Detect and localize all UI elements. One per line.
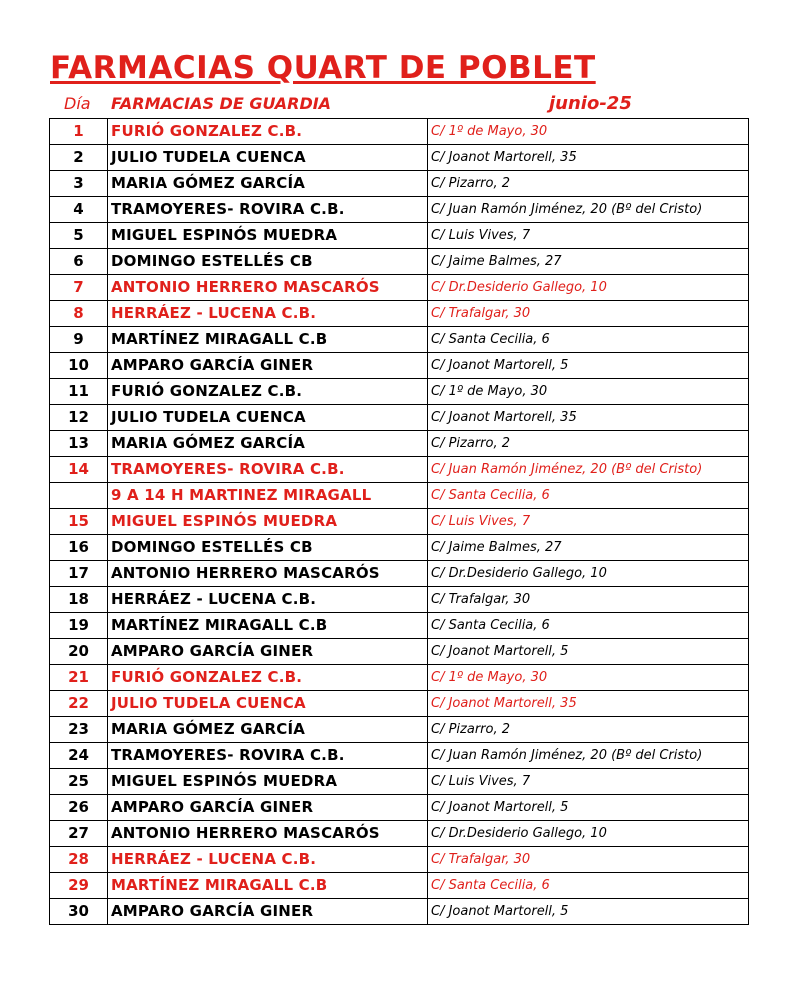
table-row (50, 119, 749, 145)
address-cell: C/ Pizarro, 2 (428, 431, 749, 457)
pharmacy-name-cell: AMPARO GARCÍA GINER (108, 795, 428, 821)
day-cell: 2 (50, 145, 108, 171)
address-cell: C/ Juan Ramón Jiménez, 20 (Bº del Cristo) (428, 197, 749, 223)
pharmacy-name-cell: 9 A 14 H MARTINEZ MIRAGALL (108, 483, 428, 509)
day-cell: 17 (50, 561, 108, 587)
address-cell: C/ Joanot Martorell, 5 (428, 795, 749, 821)
address-cell: C/ Jaime Balmes, 27 (428, 535, 749, 561)
table-row (50, 327, 749, 353)
day-cell: 5 (50, 223, 108, 249)
pharmacy-name-cell: MIGUEL ESPINÓS MUEDRA (108, 223, 428, 249)
pharmacies-column-label: FARMACIAS DE GUARDIA (111, 94, 332, 113)
table-row (50, 665, 749, 691)
table-row (50, 795, 749, 821)
day-cell: 14 (50, 457, 108, 483)
pharmacy-name-cell: JULIO TUDELA CUENCA (108, 691, 428, 717)
address-cell: C/ Juan Ramón Jiménez, 20 (Bº del Cristo) (428, 743, 749, 769)
table-row (50, 613, 749, 639)
table-row (50, 639, 749, 665)
pharmacy-name-cell: AMPARO GARCÍA GINER (108, 899, 428, 925)
day-cell (50, 483, 108, 509)
table-body (50, 119, 749, 925)
address-cell: C/ Pizarro, 2 (428, 717, 749, 743)
table-row (50, 145, 749, 171)
day-cell: 16 (50, 535, 108, 561)
table-row (50, 275, 749, 301)
pharmacy-name-cell: MIGUEL ESPINÓS MUEDRA (108, 509, 428, 535)
pharmacy-name-cell: MIGUEL ESPINÓS MUEDRA (108, 769, 428, 795)
day-cell: 15 (50, 509, 108, 535)
table-row (50, 821, 749, 847)
pharmacy-name-cell: HERRÁEZ - LUCENA C.B. (108, 301, 428, 327)
day-cell: 30 (50, 899, 108, 925)
day-cell: 4 (50, 197, 108, 223)
day-cell: 28 (50, 847, 108, 873)
table-row (50, 847, 749, 873)
table-row (50, 171, 749, 197)
duty-pharmacy-table (49, 118, 749, 925)
address-cell: C/ Joanot Martorell, 35 (428, 691, 749, 717)
table-row (50, 561, 749, 587)
pharmacy-name-cell: TRAMOYERES- ROVIRA C.B. (108, 743, 428, 769)
address-cell: C/ Santa Cecilia, 6 (428, 873, 749, 899)
day-cell: 13 (50, 431, 108, 457)
pharmacy-name-cell: AMPARO GARCÍA GINER (108, 353, 428, 379)
day-cell: 24 (50, 743, 108, 769)
table-row (50, 691, 749, 717)
address-cell: C/ Trafalgar, 30 (428, 847, 749, 873)
page-title: FARMACIAS QUART DE POBLET (50, 50, 596, 86)
day-cell: 10 (50, 353, 108, 379)
address-cell: C/ Santa Cecilia, 6 (428, 483, 749, 509)
table-row (50, 535, 749, 561)
day-cell: 18 (50, 587, 108, 613)
day-cell: 29 (50, 873, 108, 899)
day-cell: 11 (50, 379, 108, 405)
address-cell: C/ Joanot Martorell, 5 (428, 353, 749, 379)
pharmacy-name-cell: ANTONIO HERRERO MASCARÓS (108, 561, 428, 587)
pharmacy-name-cell: MARTÍNEZ MIRAGALL C.B (108, 613, 428, 639)
address-cell: C/ 1º de Mayo, 30 (428, 379, 749, 405)
table-row (50, 249, 749, 275)
pharmacy-name-cell: MARTÍNEZ MIRAGALL C.B (108, 327, 428, 353)
table-row (50, 431, 749, 457)
table-row (50, 717, 749, 743)
table-row (50, 405, 749, 431)
day-cell: 6 (50, 249, 108, 275)
pharmacy-name-cell: TRAMOYERES- ROVIRA C.B. (108, 457, 428, 483)
pharmacy-name-cell: JULIO TUDELA CUENCA (108, 405, 428, 431)
pharmacy-name-cell: HERRÁEZ - LUCENA C.B. (108, 587, 428, 613)
day-cell: 1 (50, 119, 108, 145)
day-cell: 19 (50, 613, 108, 639)
address-cell: C/ Santa Cecilia, 6 (428, 613, 749, 639)
pharmacy-name-cell: ANTONIO HERRERO MASCARÓS (108, 821, 428, 847)
pharmacy-name-cell: DOMINGO ESTELLÉS CB (108, 535, 428, 561)
address-cell: C/ Dr.Desiderio Gallego, 10 (428, 275, 749, 301)
address-cell: C/ Joanot Martorell, 35 (428, 405, 749, 431)
table-row (50, 353, 749, 379)
address-cell: C/ Santa Cecilia, 6 (428, 327, 749, 353)
table-row (50, 743, 749, 769)
day-cell: 25 (50, 769, 108, 795)
day-cell: 20 (50, 639, 108, 665)
pharmacy-name-cell: JULIO TUDELA CUENCA (108, 145, 428, 171)
table-row (50, 873, 749, 899)
address-cell: C/ Jaime Balmes, 27 (428, 249, 749, 275)
address-cell: C/ Dr.Desiderio Gallego, 10 (428, 821, 749, 847)
day-cell: 26 (50, 795, 108, 821)
address-cell: C/ Joanot Martorell, 5 (428, 639, 749, 665)
day-cell: 21 (50, 665, 108, 691)
day-cell: 23 (50, 717, 108, 743)
pharmacy-name-cell: MARIA GÓMEZ GARCÍA (108, 171, 428, 197)
address-cell: C/ Juan Ramón Jiménez, 20 (Bº del Cristo) (428, 457, 749, 483)
day-column-label: Día (64, 94, 91, 113)
pharmacy-name-cell: ANTONIO HERRERO MASCARÓS (108, 275, 428, 301)
address-cell: C/ Trafalgar, 30 (428, 301, 749, 327)
day-cell: 22 (50, 691, 108, 717)
table-row (50, 223, 749, 249)
day-cell: 8 (50, 301, 108, 327)
pharmacy-name-cell: FURIÓ GONZALEZ C.B. (108, 665, 428, 691)
table-row (50, 457, 749, 483)
pharmacy-name-cell: MARIA GÓMEZ GARCÍA (108, 717, 428, 743)
address-cell: C/ 1º de Mayo, 30 (428, 665, 749, 691)
address-cell: C/ Trafalgar, 30 (428, 587, 749, 613)
table-row (50, 899, 749, 925)
table-row (50, 483, 749, 509)
address-cell: C/ Luis Vives, 7 (428, 223, 749, 249)
address-cell: C/ 1º de Mayo, 30 (428, 119, 749, 145)
address-cell: C/ Joanot Martorell, 5 (428, 899, 749, 925)
pharmacy-name-cell: DOMINGO ESTELLÉS CB (108, 249, 428, 275)
address-cell: C/ Dr.Desiderio Gallego, 10 (428, 561, 749, 587)
table-row (50, 587, 749, 613)
address-cell: C/ Luis Vives, 7 (428, 509, 749, 535)
table-row (50, 379, 749, 405)
day-cell: 9 (50, 327, 108, 353)
pharmacy-name-cell: MARIA GÓMEZ GARCÍA (108, 431, 428, 457)
pharmacy-name-cell: FURIÓ GONZALEZ C.B. (108, 379, 428, 405)
day-cell: 12 (50, 405, 108, 431)
table-row (50, 769, 749, 795)
day-cell: 3 (50, 171, 108, 197)
month-label: junio-25 (549, 93, 632, 114)
pharmacy-name-cell: TRAMOYERES- ROVIRA C.B. (108, 197, 428, 223)
address-cell: C/ Joanot Martorell, 35 (428, 145, 749, 171)
table-row (50, 509, 749, 535)
pharmacy-name-cell: AMPARO GARCÍA GINER (108, 639, 428, 665)
pharmacy-name-cell: MARTÍNEZ MIRAGALL C.B (108, 873, 428, 899)
address-cell: C/ Luis Vives, 7 (428, 769, 749, 795)
day-cell: 27 (50, 821, 108, 847)
day-cell: 7 (50, 275, 108, 301)
pharmacy-name-cell: FURIÓ GONZALEZ C.B. (108, 119, 428, 145)
table-row (50, 301, 749, 327)
table-row (50, 197, 749, 223)
pharmacy-name-cell: HERRÁEZ - LUCENA C.B. (108, 847, 428, 873)
address-cell: C/ Pizarro, 2 (428, 171, 749, 197)
